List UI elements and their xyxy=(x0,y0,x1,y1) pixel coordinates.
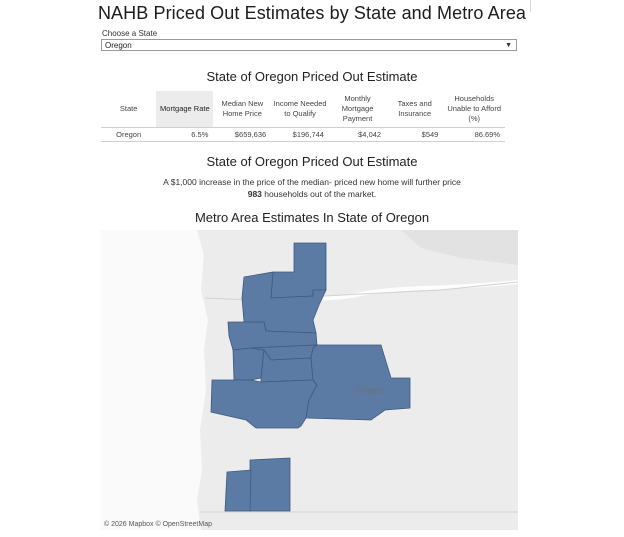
metro-region-medford[interactable] xyxy=(250,458,290,511)
table-cell: 86.69% xyxy=(443,128,505,142)
table-cell: 6.5% xyxy=(156,128,213,142)
map-title: Metro Area Estimates In State of Oregon xyxy=(194,210,430,225)
table-cell: $659,636 xyxy=(213,128,271,142)
column-header: Median New Home Price xyxy=(221,99,264,118)
column-header: Taxes and Insurance xyxy=(397,99,432,118)
map-attribution: © 2026 Mapbox © OpenStreetMap xyxy=(104,521,212,528)
terrain-shade xyxy=(401,230,518,265)
table-cell: Oregon xyxy=(101,128,156,142)
column-header: Households Unable to Afford (%) xyxy=(447,94,501,123)
column-header: Income Needed to Qualify xyxy=(273,99,327,118)
table-header-row xyxy=(101,91,505,128)
metro-region-albany[interactable] xyxy=(233,348,264,380)
table-row[interactable] xyxy=(101,128,505,142)
summary-line-1: A $1,000 increase in the price of the median- priced new home will further price xyxy=(163,177,461,187)
map-canvas[interactable] xyxy=(101,230,518,530)
table-cell: $549 xyxy=(386,128,443,142)
table-cell: $4,042 xyxy=(329,128,386,142)
column-header: Monthly Mortgage Payment xyxy=(341,94,374,123)
metro-region-grants-pass[interactable] xyxy=(225,470,251,511)
ocean xyxy=(101,230,208,530)
metro-region-bend[interactable] xyxy=(306,345,410,420)
column-header: State xyxy=(119,104,138,113)
metro-region-eugene[interactable] xyxy=(211,380,317,428)
column-header: Mortgage Rate xyxy=(156,91,213,128)
state-select-value: Oregon xyxy=(105,41,132,50)
filter-label: Choose a State xyxy=(102,29,158,38)
map-state-label: Oregon xyxy=(357,386,384,395)
state-select[interactable] xyxy=(101,39,517,51)
table-title: State of Oregon Priced Out Estimate xyxy=(206,69,418,84)
metro-regions xyxy=(211,243,410,511)
page-title: NAHB Priced Out Estimates by State and Metro Area xyxy=(97,3,527,23)
households-count: 983 xyxy=(247,189,262,199)
summary-line-2-text: households out of the market. xyxy=(264,189,377,199)
table-cell: $196,744 xyxy=(271,128,329,142)
summary-title: State of Oregon Priced Out Estimate xyxy=(206,154,418,169)
chevron-down-icon[interactable]: ▼ xyxy=(505,42,512,49)
metro-map[interactable] xyxy=(101,230,518,530)
summary-line-2 xyxy=(0,188,624,200)
estimate-table xyxy=(101,91,505,142)
